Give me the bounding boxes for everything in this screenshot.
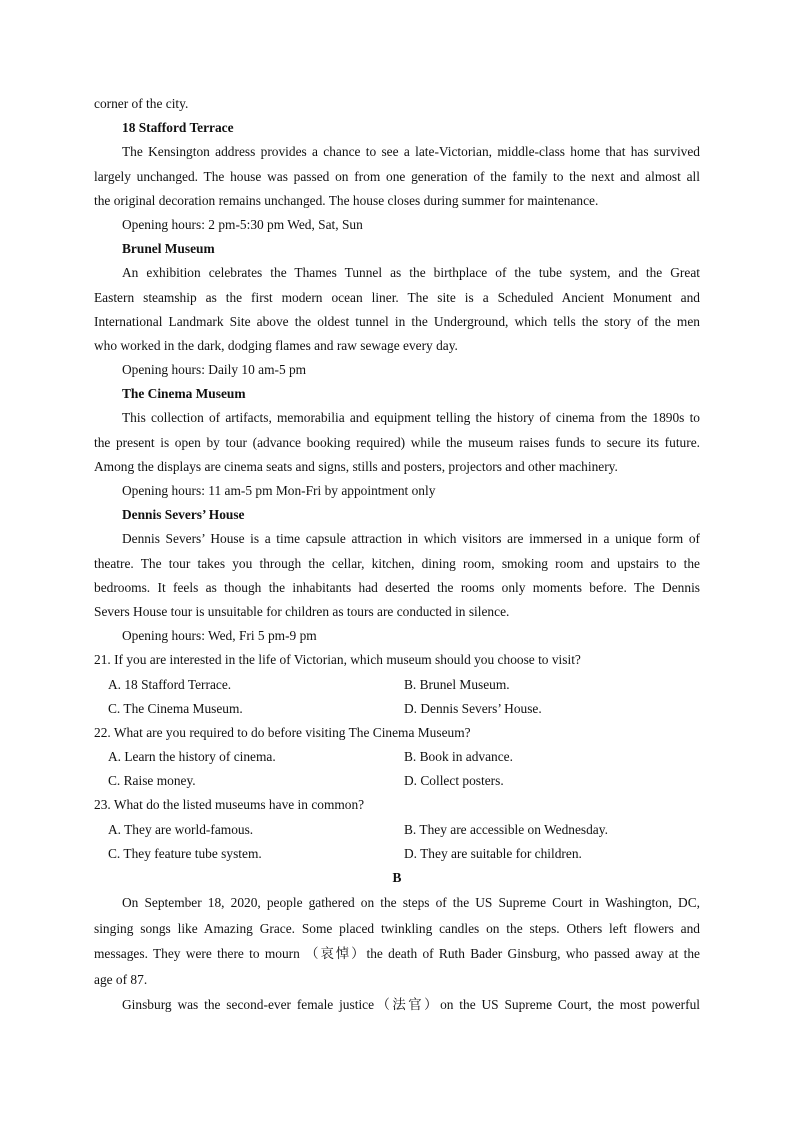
option-b: B. Brunel Museum. [404,676,510,692]
question-21-stem: 21. If you are interested in the life of Victorian, which museum should you choose to visit? [94,652,581,668]
museum-text-line: Eastern steamship as the first modern ocean liner. The site is a Scheduled Ancient Monument and [94,289,700,305]
museum-title-stafford: 18 Stafford Terrace [122,120,234,136]
museum-text-line: Dennis Severs’ House is a time capsule attraction in which visitors are immersed in a unique form of [122,531,700,547]
museum-text-line: International Landmark Site above the oldest tunnel in the Underground, which tells the story of the men [94,313,700,329]
museum-text-line: The Kensington address provides a chance to see a late-Victorian, middle-class home that has survived [122,144,700,160]
question-22-options-row-1 [94,745,700,769]
museum-title-brunel: Brunel Museum [122,241,215,257]
question-22-stem: 22. What are you required to do before visiting The Cinema Museum? [94,724,471,740]
option-b: B. Book in advance. [404,749,513,765]
option-a: A. They are world-famous. [108,821,254,837]
option-c: C. The Cinema Museum. [108,700,243,716]
museum-hours-stafford: Opening hours: 2 pm-5:30 pm Wed, Sat, Sun [122,216,363,232]
question-23-options-row-1 [94,818,700,842]
exam-page [94,92,700,1018]
museum-text-line: bedrooms. It feels as though the inhabitants had deserted the rooms only moments before. The Dennis [94,579,700,595]
museum-hours-brunel: Opening hours: Daily 10 am-5 pm [122,362,307,378]
option-b: B. They are accessible on Wednesday. [404,821,608,837]
museum-hours-severs: Opening hours: Wed, Fri 5 pm-9 pm [122,628,317,644]
passage-b-line: messages. They were there to mourn （哀悼）the death of Ruth Bader Ginsburg, who passed away at the [94,946,700,962]
question-21-options-row-2 [94,697,700,721]
museum-title-cinema: The Cinema Museum [122,386,246,402]
museum-text-line: theatre. The tour takes you through the cellar, kitchen, dining room, smoking room and upstairs to the [94,555,700,571]
passage-b-line: Ginsburg was the second-ever female justice（法官）on the US Supreme Court, the most powerful [122,997,700,1013]
museum-text-line: An exhibition celebrates the Thames Tunnel as the birthplace of the tube system, and the Great [122,265,700,281]
intro-tail-line: corner of the city. [94,96,189,111]
passage-b-line: age of 87. [94,971,148,987]
option-d: D. Collect posters. [404,773,504,789]
option-d: D. They are suitable for children. [404,845,582,861]
question-23-stem: 23. What do the listed museums have in common? [94,797,365,813]
option-a: A. Learn the history of cinema. [108,749,276,765]
museum-text-line: This collection of artifacts, memorabilia and equipment telling the history of cinema from the 1890s to [122,410,700,426]
question-21-options-row-1 [94,673,700,697]
question-23-options-row-2 [94,842,700,866]
option-d: D. Dennis Severs’ House. [404,700,542,716]
passage-b-heading: B [392,870,402,885]
option-c: C. Raise money. [108,773,196,789]
passage-b-line: singing songs like Amazing Grace. Some placed twinkling candles on the steps. Others left flowers and [94,920,700,936]
museum-text-line: who worked in the dark, dodging flames and raw sewage every day. [94,337,458,353]
museum-text-line: the original decoration remains unchanged. The house closes during summer for maintenance. [94,192,599,208]
museum-text-line: Among the displays are cinema seats and signs, stills and posters, projectors and other machinery. [94,458,618,474]
museum-text-line: largely unchanged. The house was passed on from one generation of the family to the next and almost all [94,168,700,184]
question-22-options-row-2 [94,769,700,793]
museum-title-severs: Dennis Severs’ House [122,507,245,523]
museum-text-line: the present is open by tour (advance booking required) while the museum raises funds to secure its future. [94,434,700,450]
option-c: C. They feature tube system. [108,845,262,861]
museum-text-line: Severs House tour is unsuitable for children as tours are conducted in silence. [94,603,510,619]
option-a: A. 18 Stafford Terrace. [108,676,232,692]
museum-hours-cinema: Opening hours: 11 am-5 pm Mon-Fri by appointment only [122,483,436,498]
passage-b-line: On September 18, 2020, people gathered on the steps of the US Supreme Court in Washington, DC, [122,895,700,911]
